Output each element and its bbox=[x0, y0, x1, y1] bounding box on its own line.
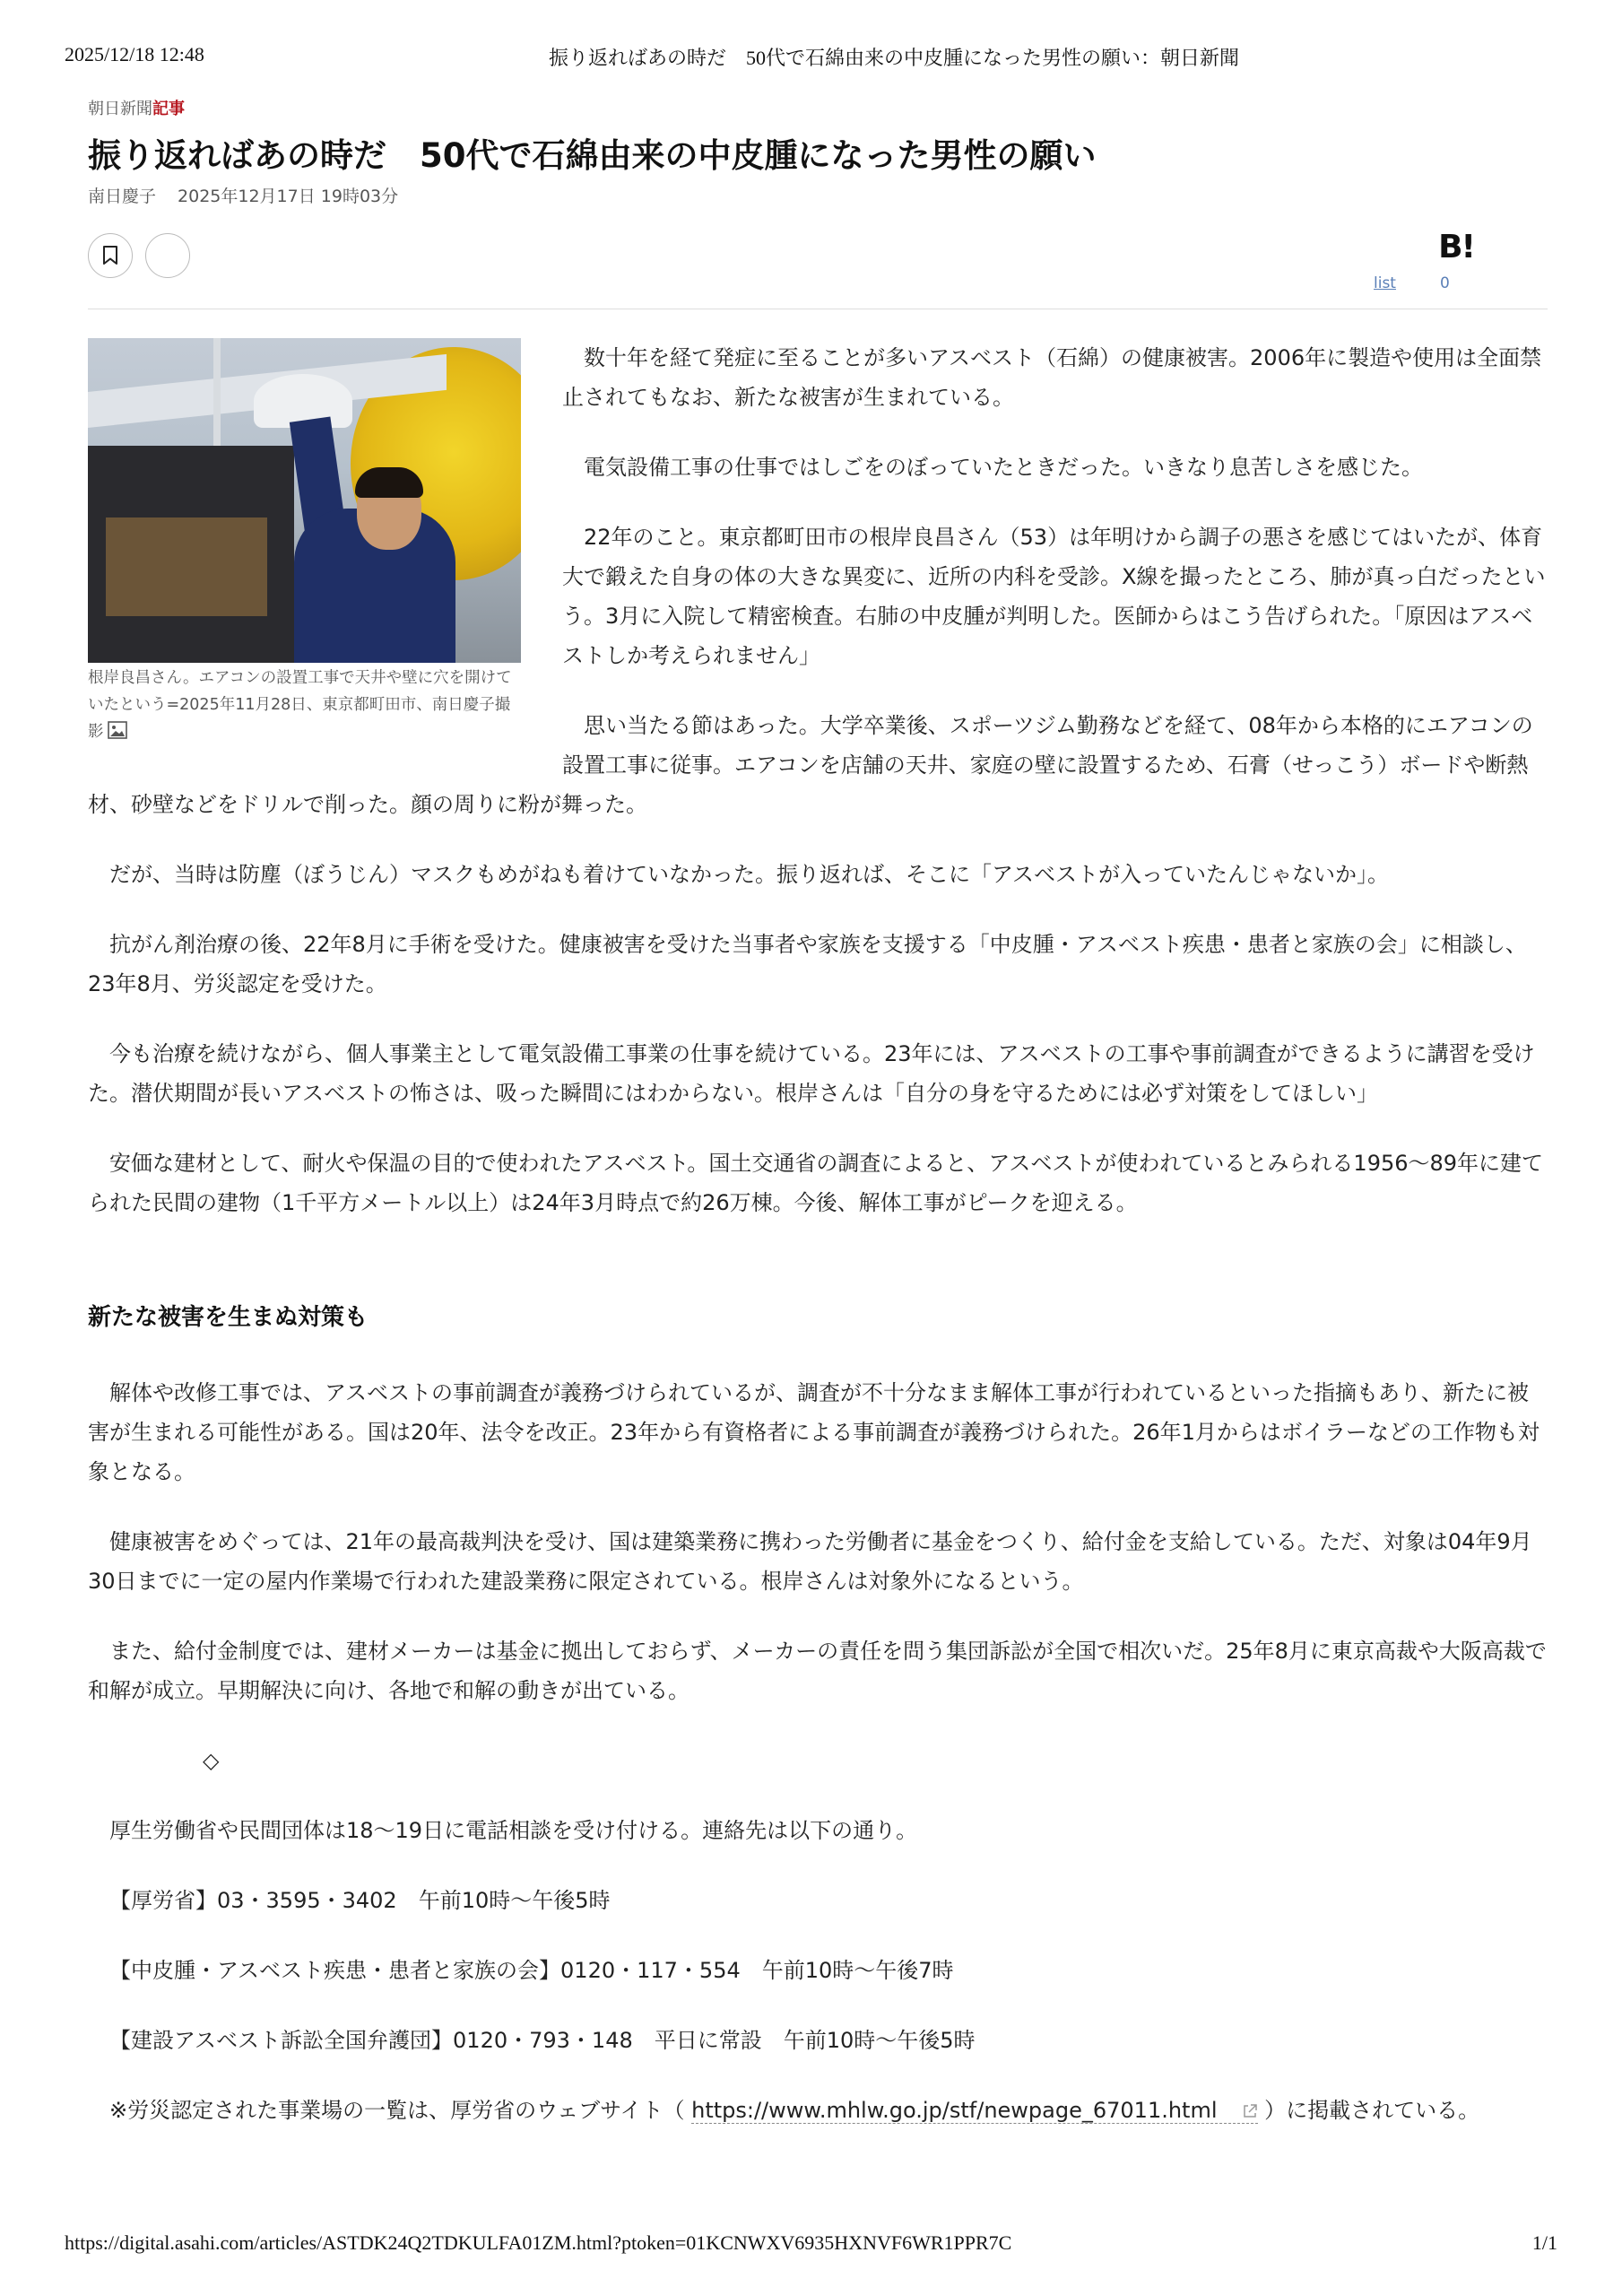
photo-caption bbox=[88, 665, 521, 748]
article-tag: 記事 bbox=[152, 100, 185, 118]
article-body bbox=[88, 338, 1548, 2132]
hatena-logo-icon[interactable]: B! bbox=[1438, 229, 1474, 265]
mhlw-link[interactable]: https://www.mhlw.go.jp/stf/newpage_67011.html bbox=[691, 2098, 1257, 2124]
article-page bbox=[88, 90, 1548, 2162]
paragraph: 抗がん剤治療の後、22年8月に手術を受けた。健康被害を受けた当事者や家族を支援する「中皮腫・アスベスト疾患・患者と家族の会」に相談し、23年8月、労災認定を受けた。 bbox=[88, 932, 1527, 996]
notice-paragraph: 厚生労働省や民間団体は18〜19日に電話相談を受け付ける。連絡先は以下の通り。 bbox=[109, 1818, 918, 1843]
final-paragraph bbox=[88, 2091, 1548, 2132]
article-photo[interactable] bbox=[88, 338, 521, 663]
paragraph: 健康被害をめぐっては、21年の最高裁判決を受け、国は建築業務に携わった労働者に基金をつくり、給付金を支給している。ただ、対象は04年9月30日までに一定の屋内作業場で行われた建設業務に限定されている。根岸さんは対象外になるという。 bbox=[88, 1529, 1532, 1594]
contact-line: 【建設アスベスト訴訟全国弁護団】0120・793・148 平日に常設 午前10時〜午後5時 bbox=[109, 2028, 976, 2053]
final-prefix: ※労災認定された事業場の一覧は、厚労省のウェブサイト（ bbox=[109, 2098, 692, 2123]
paragraph: 電気設備工事の仕事ではしごをのぼっていたときだった。いきなり息苦しさを感じた。 bbox=[584, 455, 1423, 480]
section-heading: 新たな被害を生まぬ対策も bbox=[88, 1304, 369, 1331]
paragraph: また、給付金制度では、建材メーカーは基金に拠出しておらず、メーカーの責任を問う集団訴訟が全国で相次いだ。25年8月に東京高裁や大阪高裁で和解が成立。早期解決に向け、各地で和解の動きが出ている。 bbox=[88, 1639, 1547, 1703]
hatena-bookmark[interactable] bbox=[1374, 228, 1492, 292]
paragraph: 今も治療を続けながら、個人事業主として電気設備工事業の仕事を続けている。23年には、アスベストの工事や事前調査ができるように講習を受けた。潜伏期間が長いアスベストの怖さは、吸った瞬間にはわからない。根岸さんは「自分の身を守るためには必ず対策をしてほしい」 bbox=[88, 1041, 1535, 1106]
print-url: https://digital.asahi.com/articles/ASTDK24Q2TDKULFA01ZM.html?ptoken=01KCNWXV6935HXNVF6WR1PPR7C bbox=[65, 2231, 1012, 2254]
author: 南日慶子 bbox=[88, 187, 157, 206]
caption-text: 根岸良昌さん。エアコンの設置工事で天井や壁に穴を開けていたという=2025年11月28日、東京都町田市、南日慶子撮影 bbox=[88, 669, 512, 741]
brand-name: 朝日新聞 bbox=[88, 100, 152, 118]
contact-line: 【中皮腫・アスベスト疾患・患者と家族の会】0120・117・554 午前10時〜午後7時 bbox=[109, 1958, 954, 1983]
headline: 振り返ればあの時だ 50代で石綿由来の中皮腫になった男性の願い bbox=[88, 136, 1097, 175]
print-datetime: 2025/12/18 12:48 bbox=[65, 43, 204, 65]
image-enlarge-icon[interactable] bbox=[108, 721, 127, 748]
paragraph: 解体や改修工事では、アスベストの事前調査が義務づけられているが、調査が不十分なまま解体工事が行われているといった指摘もあり、新たに被害が生まれる可能性がある。国は20年、法令を改正。23年から有資格者による事前調査が義務づけられた。26年1月からはボイラーなどの工作物も対象となる。 bbox=[88, 1380, 1540, 1484]
share-button[interactable] bbox=[145, 233, 190, 278]
final-suffix: ）に掲載されている。 bbox=[1257, 2098, 1480, 2123]
print-header bbox=[65, 43, 1557, 75]
byline bbox=[88, 183, 1548, 210]
hatena-list-link[interactable]: list bbox=[1374, 274, 1396, 292]
contact-line: 【厚労省】03・3595・3402 午前10時〜午後5時 bbox=[109, 1888, 611, 1913]
print-footer bbox=[65, 2231, 1557, 2264]
bookmark-button[interactable] bbox=[88, 233, 133, 278]
article-figure bbox=[88, 338, 521, 748]
hatena-count[interactable]: 0 bbox=[1440, 274, 1450, 292]
paragraph: 22年のこと。東京都町田市の根岸良昌さん（53）は年明けから調子の悪さを感じてはいたが、体育大で鍛えた自身の体の大きな異変に、近所の内科を受診。X線を撮ったところ、肺が真っ白だったという。3月に入院して精密検査。右肺の中皮腫が判明した。医師からはこう告げられた。「原因はアスベストしか考えられません」 bbox=[562, 525, 1546, 668]
print-page-title: 振り返ればあの時だ 50代で石綿由来の中皮腫になった男性の願い：朝日新聞 bbox=[549, 47, 1240, 69]
section-separator: ◇ bbox=[203, 1748, 220, 1773]
paragraph: 思い当たる節はあった。大学卒業後、スポーツジム勤務などを経て、08年から本格的にエアコンの設置工事に従事。エアコンを店舗の天井、家庭の壁に設置するため、石膏（せっこう）ボードや断熱材、砂壁などをドリルで削った。顔の周りに粉が舞った。 bbox=[88, 713, 1533, 817]
paragraph: 数十年を経て発症に至ることが多いアスベスト（石綿）の健康被害。2006年に製造や使用は全面禁止されてもなお、新たな被害が生まれている。 bbox=[562, 345, 1542, 410]
paragraph: だが、当時は防塵（ぼうじん）マスクもめがねも着けていなかった。振り返れば、そこに「アスベストが入っていたんじゃないか」。 bbox=[109, 862, 1390, 887]
page-number: 1/1 bbox=[1531, 2231, 1557, 2254]
published-date: 2025年12月17日 19時03分 bbox=[178, 187, 399, 206]
external-link-icon bbox=[1220, 2092, 1258, 2132]
bookmark-icon bbox=[102, 246, 118, 265]
paragraph: 安価な建材として、耐火や保温の目的で使われたアスベスト。国土交通省の調査によると、アスベストが使われているとみられる1956〜89年に建てられた民間の建物（1千平方メートル以上）は24年3月時点で約26万棟。今後、解体工事がピークを迎える。 bbox=[88, 1151, 1544, 1215]
article-label bbox=[88, 95, 1548, 124]
article-toolbar bbox=[88, 228, 1548, 309]
